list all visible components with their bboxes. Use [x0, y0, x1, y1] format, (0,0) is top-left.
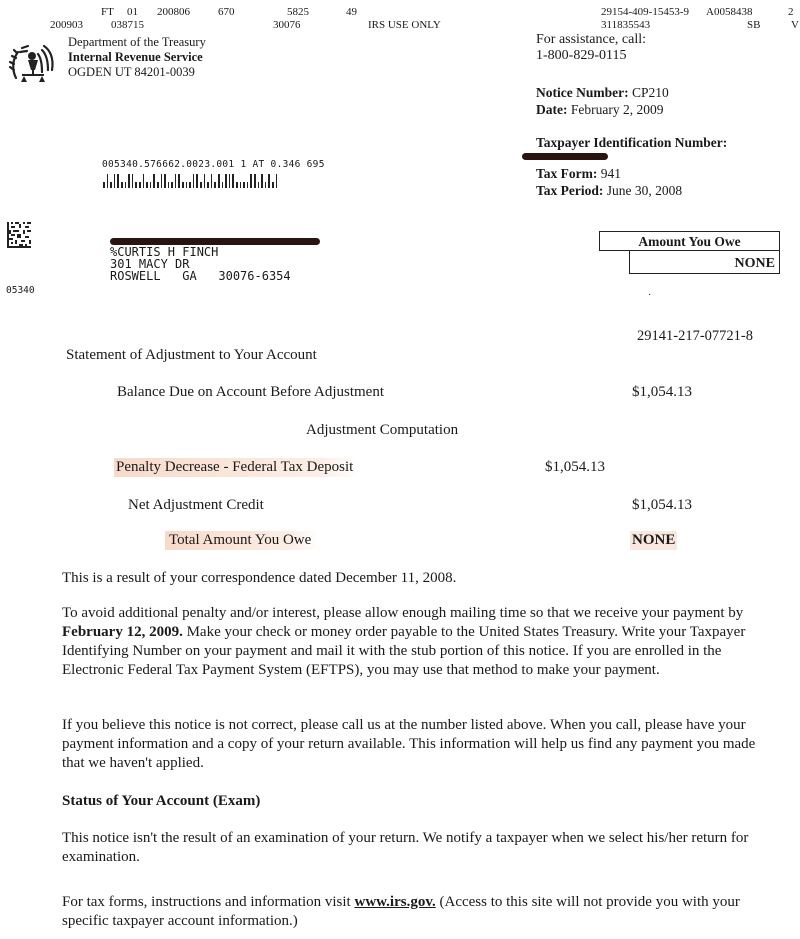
tax-form-value: 941: [600, 166, 621, 181]
code-200903: 200903: [50, 19, 83, 31]
tax-period: [536, 183, 682, 199]
net-adjustment-value: $1,054.13: [632, 497, 692, 513]
code-30076: 30076: [273, 19, 301, 31]
amount-owed-label: Amount You Owe: [638, 234, 741, 249]
document-locator-number: 29141-217-07721-8: [637, 328, 753, 344]
notice-date-value: February 2, 2009: [570, 102, 664, 117]
total-owed-label: Total Amount You Owe: [165, 531, 317, 550]
code-01: 01: [127, 6, 138, 18]
notice-number-value: CP210: [631, 85, 669, 100]
code-49: 49: [346, 6, 357, 18]
code-right-1: 29154-409-15453-9: [601, 6, 689, 18]
payment-due-date: February 12, 2009.: [62, 624, 183, 640]
tax-period-value: June 30, 2008: [606, 183, 683, 198]
mail-sort-code: 005340.576662.0023.001 1 AT 0.346 695: [102, 159, 325, 170]
sender-agency: Internal Revenue Service: [68, 50, 203, 64]
notice-number: [536, 85, 669, 101]
tax-form-label: Tax Form:: [536, 166, 598, 181]
recipient-attention: %CURTIS H FINCH: [110, 245, 219, 259]
notice-date: [536, 102, 663, 118]
correspondence-paragraph: This is a result of your correspondence dated December 11, 2008.: [62, 570, 457, 586]
tax-forms-paragraph: [62, 893, 762, 931]
sender-department: Department of the Treasury: [68, 35, 206, 49]
tin-redaction: [522, 153, 608, 160]
notice-number-label: Notice Number:: [536, 85, 629, 100]
computation-title: Adjustment Computation: [306, 422, 459, 438]
stray-dot: ·: [648, 290, 652, 301]
irs-eagle-logo-icon: [8, 40, 58, 84]
assistance-label: For assistance, call:: [536, 32, 647, 47]
tax-period-label: Tax Period:: [536, 183, 604, 198]
postal-barcode: [103, 174, 277, 188]
total-owed-value: NONE: [632, 532, 676, 548]
statement-title: Statement of Adjustment to Your Account: [66, 347, 317, 363]
payment-text-post: Make your check or money order payable to the United States Treasury. Write your Taxpayer Identifying Number on your payment and mail it with the stub portion of this notice. If you are enrolled in the Electronic Federal Tax Payment System (EFTPS), you may use that method to make your payment.: [62, 624, 746, 678]
sender-address: OGDEN UT 84201-0039: [68, 65, 195, 79]
code-038715: 038715: [111, 19, 144, 31]
datamatrix-code-icon: [7, 222, 31, 248]
code-right-5: SB: [747, 19, 761, 31]
assistance-phone[interactable]: 1-800-829-0115: [536, 48, 627, 63]
code-right-3: 2: [788, 6, 794, 18]
side-sort-code: 05340: [6, 285, 35, 296]
code-ft: FT: [101, 6, 114, 18]
tax-forms-text-pre: For tax forms, instructions and information visit: [62, 894, 355, 910]
code-200806: 200806: [157, 6, 190, 18]
net-adjustment-label: Net Adjustment Credit: [128, 497, 264, 513]
payment-instructions-paragraph: [62, 604, 762, 680]
irs-use-only-label: IRS USE ONLY: [368, 19, 441, 31]
notice-date-label: Date:: [536, 102, 568, 117]
penalty-decrease-label: Penalty Decrease - Federal Tax Deposit: [114, 458, 359, 477]
recipient-street: 301 MACY DR: [110, 257, 190, 271]
code-670: 670: [218, 6, 235, 18]
code-right-4: 311835543: [601, 19, 651, 31]
code-right-2: A0058438: [706, 6, 753, 18]
tin-label: Taxpayer Identification Number:: [536, 135, 728, 150]
balance-label: Balance Due on Account Before Adjustment: [117, 384, 385, 400]
status-heading: Status of Your Account (Exam): [62, 793, 261, 809]
code-right-6: V: [791, 19, 799, 31]
recipient-city-state-zip: ROSWELL GA 30076-6354: [110, 269, 291, 283]
tax-form: [536, 166, 621, 182]
balance-value: $1,054.13: [632, 384, 692, 400]
irs-website-link[interactable]: www.irs.gov.: [354, 894, 436, 910]
recipient-name-redaction: [110, 238, 320, 245]
tax-forms-text-post: (Access to this site will not provide you with your specific taxpayer account information.): [62, 894, 740, 929]
amount-owed-value: NONE: [734, 256, 775, 271]
penalty-decrease-value: $1,054.13: [545, 459, 605, 475]
payment-text-pre: To avoid additional penalty and/or interest, please allow enough mailing time so that we receive your payment by: [62, 605, 744, 621]
code-5825: 5825: [287, 6, 309, 18]
correction-paragraph: If you believe this notice is not correct, please call us at the number listed above. When you call, please have your payment information and a copy of your return available. This information will help us find any payment you made that we haven't applied.: [62, 717, 756, 771]
exam-status-paragraph: This notice isn't the result of an examination of your return. We notify a taxpayer when we select his/her return for examination.: [62, 830, 749, 865]
